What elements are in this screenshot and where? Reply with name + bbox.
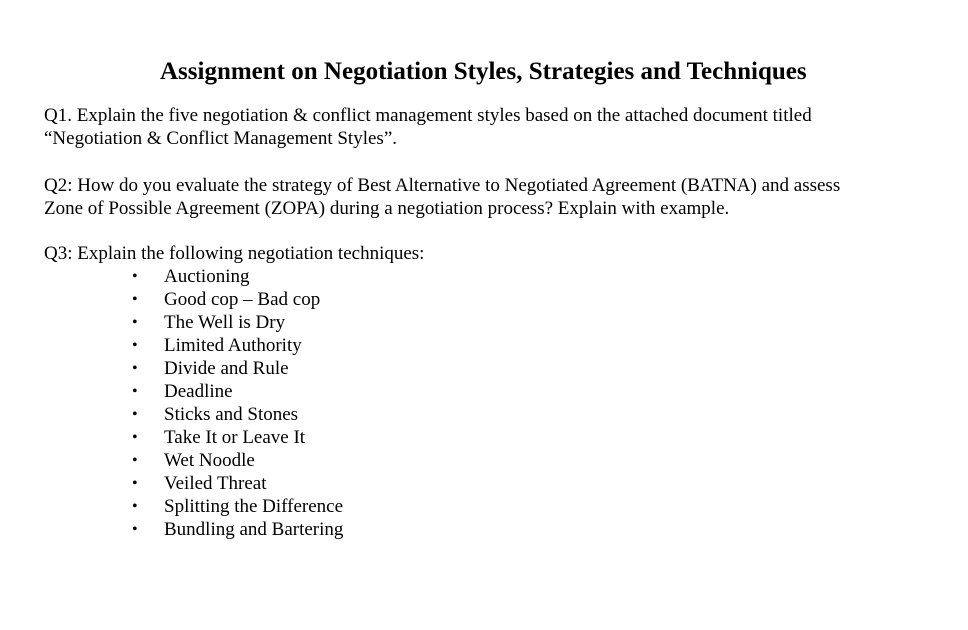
bullet-icon: • <box>132 337 138 354</box>
question-2-line-2: Zone of Possible Agreement (ZOPA) during a negotiation process? Explain with example. <box>44 198 730 219</box>
question-3-intro: Q3: Explain the following negotiation techniques: <box>44 243 425 264</box>
list-item <box>130 357 343 380</box>
question-1-line-2: “Negotiation & Conflict Management Styles”. <box>44 128 398 149</box>
technique-label: Splitting the Difference <box>164 496 344 517</box>
list-item <box>130 265 343 288</box>
technique-list <box>130 265 343 541</box>
bullet-icon: • <box>132 475 138 492</box>
bullet-icon: • <box>132 383 138 400</box>
list-item <box>130 472 343 495</box>
question-2-line-1: Q2: How do you evaluate the strategy of Best Alternative to Negotiated Agreement (BATNA) and assess <box>44 175 841 196</box>
question-3 <box>44 242 424 265</box>
technique-label: Veiled Threat <box>164 473 267 494</box>
question-1-line-1: Q1. Explain the five negotiation & conflict management styles based on the attached document titled <box>44 105 812 126</box>
list-item <box>130 495 343 518</box>
bullet-icon: • <box>132 406 138 423</box>
technique-label: Auctioning <box>164 266 250 287</box>
list-item <box>130 311 343 334</box>
bullet-icon: • <box>132 314 138 331</box>
bullet-icon: • <box>132 268 138 285</box>
technique-label: The Well is Dry <box>164 312 286 333</box>
question-1 <box>44 104 812 150</box>
technique-label: Wet Noodle <box>164 450 255 471</box>
question-2 <box>44 174 840 220</box>
bullet-icon: • <box>132 452 138 469</box>
bullet-icon: • <box>132 521 138 538</box>
list-item <box>130 449 343 472</box>
page-title: Assignment on Negotiation Styles, Strategies and Techniques <box>160 58 807 85</box>
technique-label: Deadline <box>164 381 233 402</box>
bullet-icon: • <box>132 360 138 377</box>
list-item <box>130 288 343 311</box>
technique-label: Take It or Leave It <box>164 427 306 448</box>
list-item <box>130 380 343 403</box>
bullet-icon: • <box>132 291 138 308</box>
list-item <box>130 403 343 426</box>
list-item <box>130 334 343 357</box>
technique-label: Good cop – Bad cop <box>164 289 321 310</box>
technique-label: Sticks and Stones <box>164 404 299 425</box>
bullet-icon: • <box>132 429 138 446</box>
list-item <box>130 426 343 449</box>
list-item <box>130 518 343 541</box>
technique-label: Bundling and Bartering <box>164 519 344 540</box>
bullet-icon: • <box>132 498 138 515</box>
technique-label: Divide and Rule <box>164 358 289 379</box>
technique-label: Limited Authority <box>164 335 302 356</box>
